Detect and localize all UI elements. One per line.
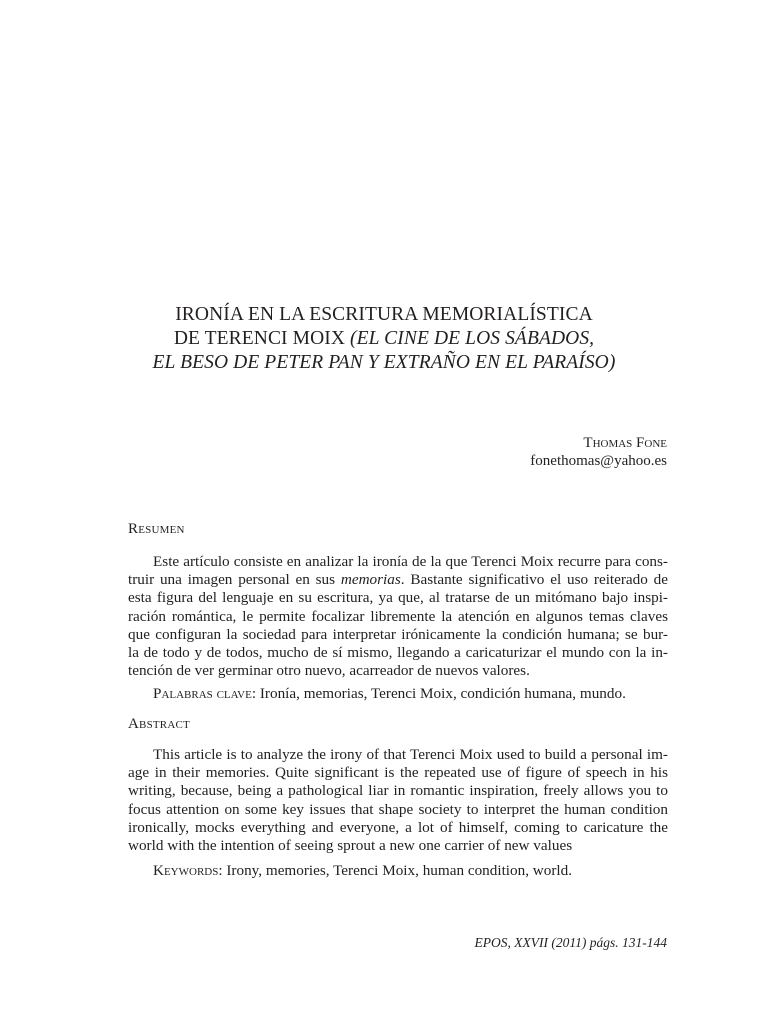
resumen-line: truir una imagen personal en sus memorias. Bastante significativo el uso reiterado de [128, 571, 669, 589]
resumen-line: esta figura del lenguaje en su escritura, ya que, al tratarse de un mitómano bajo inspi- [128, 589, 668, 607]
resumen-line: ración romántica, le permite focalizar libremente la atención en algunos temas claves [128, 607, 668, 625]
abstract-line: age in their memories. Quite significant is the repeated use of figure of speech in his [128, 764, 668, 782]
memorias-italic: memorias [340, 571, 401, 589]
keywords-value: Irony, memories, Terenci Moix, human condition, world. [222, 862, 573, 879]
journal-citation: EPOS, XXVII (2011) págs. 131-144 [474, 935, 667, 950]
title-line-3 [0, 351, 768, 375]
abstract-heading: Abstract [128, 716, 190, 732]
title-line-1: IRONÍA EN LA ESCRITURA MEMORIALÍSTICA [175, 304, 593, 325]
keywords-label: Keywords: [153, 862, 223, 879]
palabras-clave [153, 685, 626, 703]
palabras-clave-label: Palabras clave: [153, 685, 257, 702]
resumen-line: la de todo y de todos, mucho de sí mismo, llegando a caricaturizar el mundo con la in- [128, 644, 668, 662]
resumen-line: que configuran la sociedad para interpretar irónicamente la condición humana; se bur- [128, 625, 668, 643]
title-line-2-prefix: DE TERENCI MOIX [173, 328, 350, 349]
title-line-2 [0, 327, 768, 351]
abstract-line: This article is to analyze the irony of that Terenci Moix used to build a personal im- [153, 746, 668, 763]
title-line-2-italic: (EL CINE DE LOS SÁBADOS, [350, 328, 595, 349]
title-line-3-italic: EL BESO DE PETER PAN Y EXTRAÑO EN EL PARAÍSO) [152, 352, 616, 373]
author-email: fonethomas@yahoo.es [530, 453, 667, 469]
article-title [0, 303, 768, 375]
resumen-paragraph [128, 553, 668, 680]
author-name: Thomas Fone [583, 435, 667, 451]
resumen-line: tención de ver germinar otro nuevo, acarreador de nuevos valores. [128, 662, 530, 680]
abstract-line: ironically, mocks everything and everyone, a lot of himself, coming to caricature the [128, 818, 668, 836]
abstract-line: writing, because, being a pathological liar in romantic inspiration, freely allows you to [128, 782, 668, 800]
author-block [530, 434, 667, 470]
resumen-line: Este artículo consiste en analizar la ironía de la que Terenci Moix recurre para cons- [153, 553, 668, 570]
resumen-heading: Resumen [128, 521, 185, 537]
abstract-line: world with the intention of seeing sprout a new one carrier of new values [128, 837, 573, 855]
keywords [153, 862, 572, 880]
abstract-line: focus attention on some key issues that shape society to interpret the human condition [128, 800, 668, 818]
abstract-paragraph [128, 746, 668, 855]
palabras-clave-value: Ironía, memorias, Terenci Moix, condición humana, mundo. [256, 685, 626, 702]
